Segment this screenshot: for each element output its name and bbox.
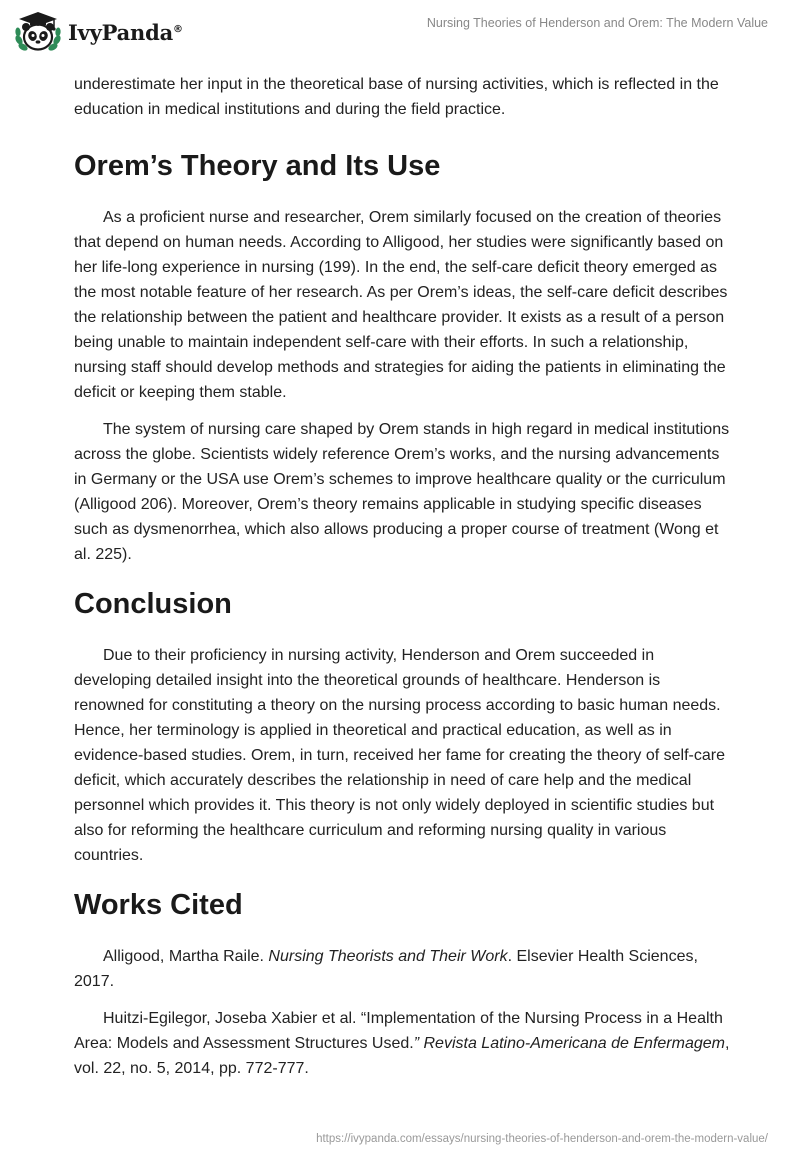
heading-conclusion: Conclusion	[74, 588, 232, 620]
page-header	[0, 0, 800, 70]
logo-text: IvyPanda®	[68, 19, 183, 45]
document-title: Nursing Theories of Henderson and Orem: The Modern Value	[426, 16, 768, 30]
citation-alligood: Alligood, Martha Raile. Nursing Theorists and Their Work. Elsevier Health Sciences, 2017.	[74, 948, 698, 990]
heading-orem-theory: Orem’s Theory and Its Use	[74, 150, 441, 182]
essay-content	[74, 70, 734, 1081]
orem-paragraph-2: The system of nursing care shaped by Orem stands in high regard in medical institutions across the globe. Scientists widely reference Orem’s works, and the nursing advancements in Germany or the USA use Orem’s schemes to improve healthcare quality or the curriculum (Alligood 206). Moreover, Orem’s theory remains applicable in studying specific diseases such as dysmenorrhea, which also allows producing a proper course of treatment (Wong et al. 225).	[74, 421, 730, 563]
heading-works-cited: Works Cited	[74, 889, 243, 921]
citation-huitzi-egilegor: Huitzi-Egilegor, Joseba Xabier et al. “Implementation of the Nursing Process in a Health Area: Models and Assessment Structures Used.” Revista Latino-Americana de Enfermagem, vol. 22, no. 5, 2014, pp. 772-777.	[74, 1010, 730, 1077]
panda-graduate-icon	[14, 10, 62, 54]
conclusion-paragraph: Due to their proficiency in nursing activity, Henderson and Orem succeeded in developing detailed insight into the theoretical grounds of healthcare. Henderson is renowned for constituting a theory on the nursing process according to basic human needs. Hence, her terminology is applied in theoretical and practical education, as well as in evidence-based studies. Orem, in turn, received her fame for creating the theory of self-care deficit, which accurately describes the relationship in need of care help and the medical personnel which provides it. This theory is not only widely deployed in scientific studies but also for reforming the healthcare curriculum and reforming nursing quality in various countries.	[74, 647, 725, 864]
ivypanda-logo[interactable]	[14, 10, 183, 54]
intro-paragraph: underestimate her input in the theoretical base of nursing activities, which is reflected in the education in medical institutions and during the field practice.	[74, 76, 719, 118]
orem-paragraph-1: As a proficient nurse and researcher, Orem similarly focused on the creation of theories that depend on human needs. According to Alligood, her studies were significantly based on her life-long experience in nursing (199). In the end, the self-care deficit theory emerged as the most notable feature of her research. As per Orem’s ideas, the self-care deficit describes the relationship between the patient and healthcare provider. It exists as a result of a person being unable to maintain independent self-care with their efforts. In such a relationship, nursing staff should develop methods and strategies for aiding the patients in eliminating the deficit or keeping them stable.	[74, 209, 728, 401]
source-url-link[interactable]: https://ivypanda.com/essays/nursing-theories-of-henderson-and-orem-the-modern-value/	[316, 1133, 768, 1145]
